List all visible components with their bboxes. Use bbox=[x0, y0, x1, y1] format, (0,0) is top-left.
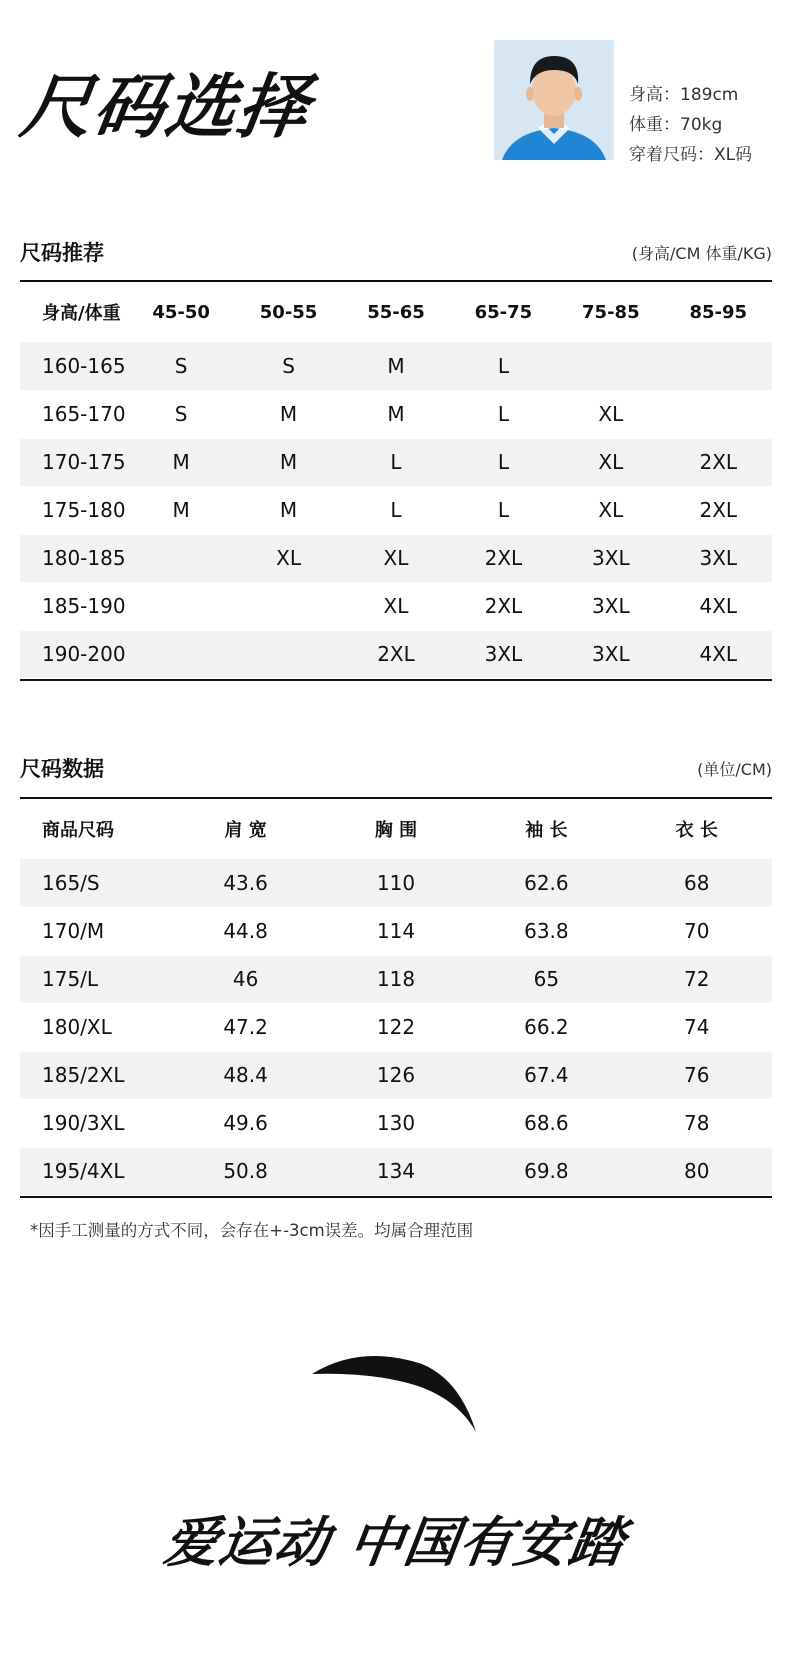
table-row bbox=[20, 534, 772, 582]
recommend-row-label: 185-190 bbox=[20, 582, 127, 630]
recommend-cell: M bbox=[127, 438, 234, 486]
size-data-cell: 46 bbox=[170, 955, 320, 1003]
size-data-cell: 72 bbox=[622, 955, 772, 1003]
size-data-cell: 69.8 bbox=[471, 1147, 621, 1195]
recommend-column-header: 45-50 bbox=[152, 301, 210, 323]
table-row bbox=[20, 1003, 772, 1051]
size-data-row-label: 185/2XL bbox=[20, 1051, 170, 1099]
table-row bbox=[20, 438, 772, 486]
recommend-cell: M bbox=[342, 342, 449, 390]
size-data-cell: 44.8 bbox=[170, 907, 320, 955]
recommend-title: 尺码推荐 bbox=[20, 241, 104, 265]
page-title: 尺码选择 bbox=[16, 66, 316, 148]
model-photo bbox=[494, 40, 614, 160]
table-row bbox=[20, 390, 772, 438]
model-info bbox=[629, 80, 752, 170]
size-data-cell: 48.4 bbox=[170, 1051, 320, 1099]
anta-logo bbox=[310, 1352, 480, 1452]
size-data-row-label: 190/3XL bbox=[20, 1099, 170, 1147]
size-data-cell: 62.6 bbox=[471, 859, 621, 907]
table-row bbox=[20, 582, 772, 630]
size-data-cell: 65 bbox=[471, 955, 621, 1003]
size-data-unit: (单位/CM) bbox=[697, 760, 772, 779]
recommend-cell: S bbox=[127, 342, 234, 390]
model-weight: 体重：70kg bbox=[629, 115, 723, 135]
slogan: 爱运动 中国有安踏 bbox=[160, 1511, 629, 1574]
recommend-cell: L bbox=[342, 486, 449, 534]
size-data-bottom-rule bbox=[20, 1196, 772, 1198]
recommend-column-header: 75-85 bbox=[582, 301, 640, 323]
recommend-cell: 3XL bbox=[450, 630, 557, 678]
recommend-cell: 2XL bbox=[450, 582, 557, 630]
size-data-cell: 47.2 bbox=[170, 1003, 320, 1051]
size-data-cell: 43.6 bbox=[170, 859, 320, 907]
table-row bbox=[20, 630, 772, 678]
size-data-row-label: 175/L bbox=[20, 955, 170, 1003]
table-row bbox=[20, 486, 772, 534]
size-data-cell: 78 bbox=[622, 1099, 772, 1147]
recommend-cell: M bbox=[342, 390, 449, 438]
recommend-cell bbox=[665, 342, 772, 390]
recommend-row-label: 190-200 bbox=[20, 630, 127, 678]
recommend-unit: (身高/CM 体重/KG) bbox=[631, 244, 772, 263]
recommend-cell bbox=[665, 390, 772, 438]
recommend-row-label: 175-180 bbox=[20, 486, 127, 534]
size-data-cell: 80 bbox=[622, 1147, 772, 1195]
recommend-cell: S bbox=[127, 390, 234, 438]
recommend-cell: 2XL bbox=[665, 486, 772, 534]
size-data-cell: 134 bbox=[321, 1147, 471, 1195]
recommend-bottom-rule bbox=[20, 679, 772, 681]
recommend-cell: 2XL bbox=[665, 438, 772, 486]
recommend-column-header: 50-55 bbox=[259, 301, 318, 323]
recommend-cell: 4XL bbox=[665, 582, 772, 630]
recommend-cell: M bbox=[127, 486, 234, 534]
size-data-cell: 68.6 bbox=[471, 1099, 621, 1147]
size-data-column-header: 衣 长 bbox=[675, 820, 718, 841]
recommend-cell: XL bbox=[342, 534, 449, 582]
recommend-cell: 3XL bbox=[557, 534, 664, 582]
recommend-column-header: 65-75 bbox=[474, 301, 533, 323]
recommend-cell: L bbox=[450, 342, 557, 390]
size-data-cell: 122 bbox=[321, 1003, 471, 1051]
table-row bbox=[20, 1051, 772, 1099]
size-data-column-header: 肩 宽 bbox=[224, 820, 267, 841]
size-data-column-header: 袖 长 bbox=[525, 820, 568, 841]
recommend-cell: 4XL bbox=[665, 630, 772, 678]
recommend-cell: 3XL bbox=[557, 630, 664, 678]
size-data-cell: 76 bbox=[622, 1051, 772, 1099]
size-data-cell: 114 bbox=[321, 907, 471, 955]
table-row bbox=[20, 342, 772, 390]
table-header-row bbox=[20, 799, 772, 859]
recommend-cell bbox=[127, 534, 234, 582]
size-data-cell: 70 bbox=[622, 907, 772, 955]
table-row bbox=[20, 907, 772, 955]
recommend-column-header: 身高/体重 bbox=[42, 303, 121, 324]
recommend-cell: 3XL bbox=[557, 582, 664, 630]
size-data-cell: 66.2 bbox=[471, 1003, 621, 1051]
table-row bbox=[20, 1147, 772, 1195]
recommend-cell bbox=[235, 582, 342, 630]
footnote: *因手工测量的方式不同，会存在+-3cm误差。均属合理范围 bbox=[30, 1221, 474, 1240]
recommend-cell: XL bbox=[557, 438, 664, 486]
recommend-cell: M bbox=[235, 390, 342, 438]
recommend-cell: XL bbox=[557, 390, 664, 438]
size-data-row-label: 180/XL bbox=[20, 1003, 170, 1051]
recommend-cell: L bbox=[450, 438, 557, 486]
table-row bbox=[20, 955, 772, 1003]
size-data-cell: 68 bbox=[622, 859, 772, 907]
recommend-cell: 2XL bbox=[342, 630, 449, 678]
recommend-cell: 3XL bbox=[665, 534, 772, 582]
recommend-cell: 2XL bbox=[450, 534, 557, 582]
size-data-row-label: 165/S bbox=[20, 859, 170, 907]
size-data-row-label: 195/4XL bbox=[20, 1147, 170, 1195]
recommend-row-label: 170-175 bbox=[20, 438, 127, 486]
size-data-cell: 74 bbox=[622, 1003, 772, 1051]
size-data-cell: 49.6 bbox=[170, 1099, 320, 1147]
table-header-row bbox=[20, 282, 772, 342]
recommend-row-label: 165-170 bbox=[20, 390, 127, 438]
recommend-cell: S bbox=[235, 342, 342, 390]
recommend-cell bbox=[127, 630, 234, 678]
recommend-cell: L bbox=[450, 486, 557, 534]
size-data-row-label: 170/M bbox=[20, 907, 170, 955]
recommend-column-header: 55-65 bbox=[367, 301, 425, 323]
table-row bbox=[20, 859, 772, 907]
recommend-cell bbox=[235, 630, 342, 678]
recommend-cell: M bbox=[235, 438, 342, 486]
recommend-cell: L bbox=[450, 390, 557, 438]
size-data-cell: 130 bbox=[321, 1099, 471, 1147]
recommend-cell bbox=[557, 342, 664, 390]
model-height: 身高：189cm bbox=[629, 85, 739, 105]
size-data-title: 尺码数据 bbox=[20, 757, 104, 781]
recommend-cell: M bbox=[235, 486, 342, 534]
size-data-column-header: 商品尺码 bbox=[42, 820, 114, 841]
size-data-cell: 63.8 bbox=[471, 907, 621, 955]
recommend-cell: XL bbox=[235, 534, 342, 582]
model-wearing-size: 穿着尺码：XL码 bbox=[629, 145, 753, 165]
recommend-cell: XL bbox=[557, 486, 664, 534]
size-data-cell: 126 bbox=[321, 1051, 471, 1099]
recommend-cell: L bbox=[342, 438, 449, 486]
size-data-cell: 118 bbox=[321, 955, 471, 1003]
recommend-cell: XL bbox=[342, 582, 449, 630]
recommend-column-header: 85-95 bbox=[689, 301, 748, 323]
size-data-cell: 67.4 bbox=[471, 1051, 621, 1099]
size-data-cell: 110 bbox=[321, 859, 471, 907]
size-data-column-header: 胸 围 bbox=[374, 820, 418, 841]
size-recommend-table bbox=[20, 282, 772, 679]
size-data-table bbox=[20, 799, 772, 1196]
table-row bbox=[20, 1099, 772, 1147]
size-data-cell: 50.8 bbox=[170, 1147, 320, 1195]
recommend-cell bbox=[127, 582, 234, 630]
recommend-row-label: 160-165 bbox=[20, 342, 127, 390]
recommend-row-label: 180-185 bbox=[20, 534, 127, 582]
